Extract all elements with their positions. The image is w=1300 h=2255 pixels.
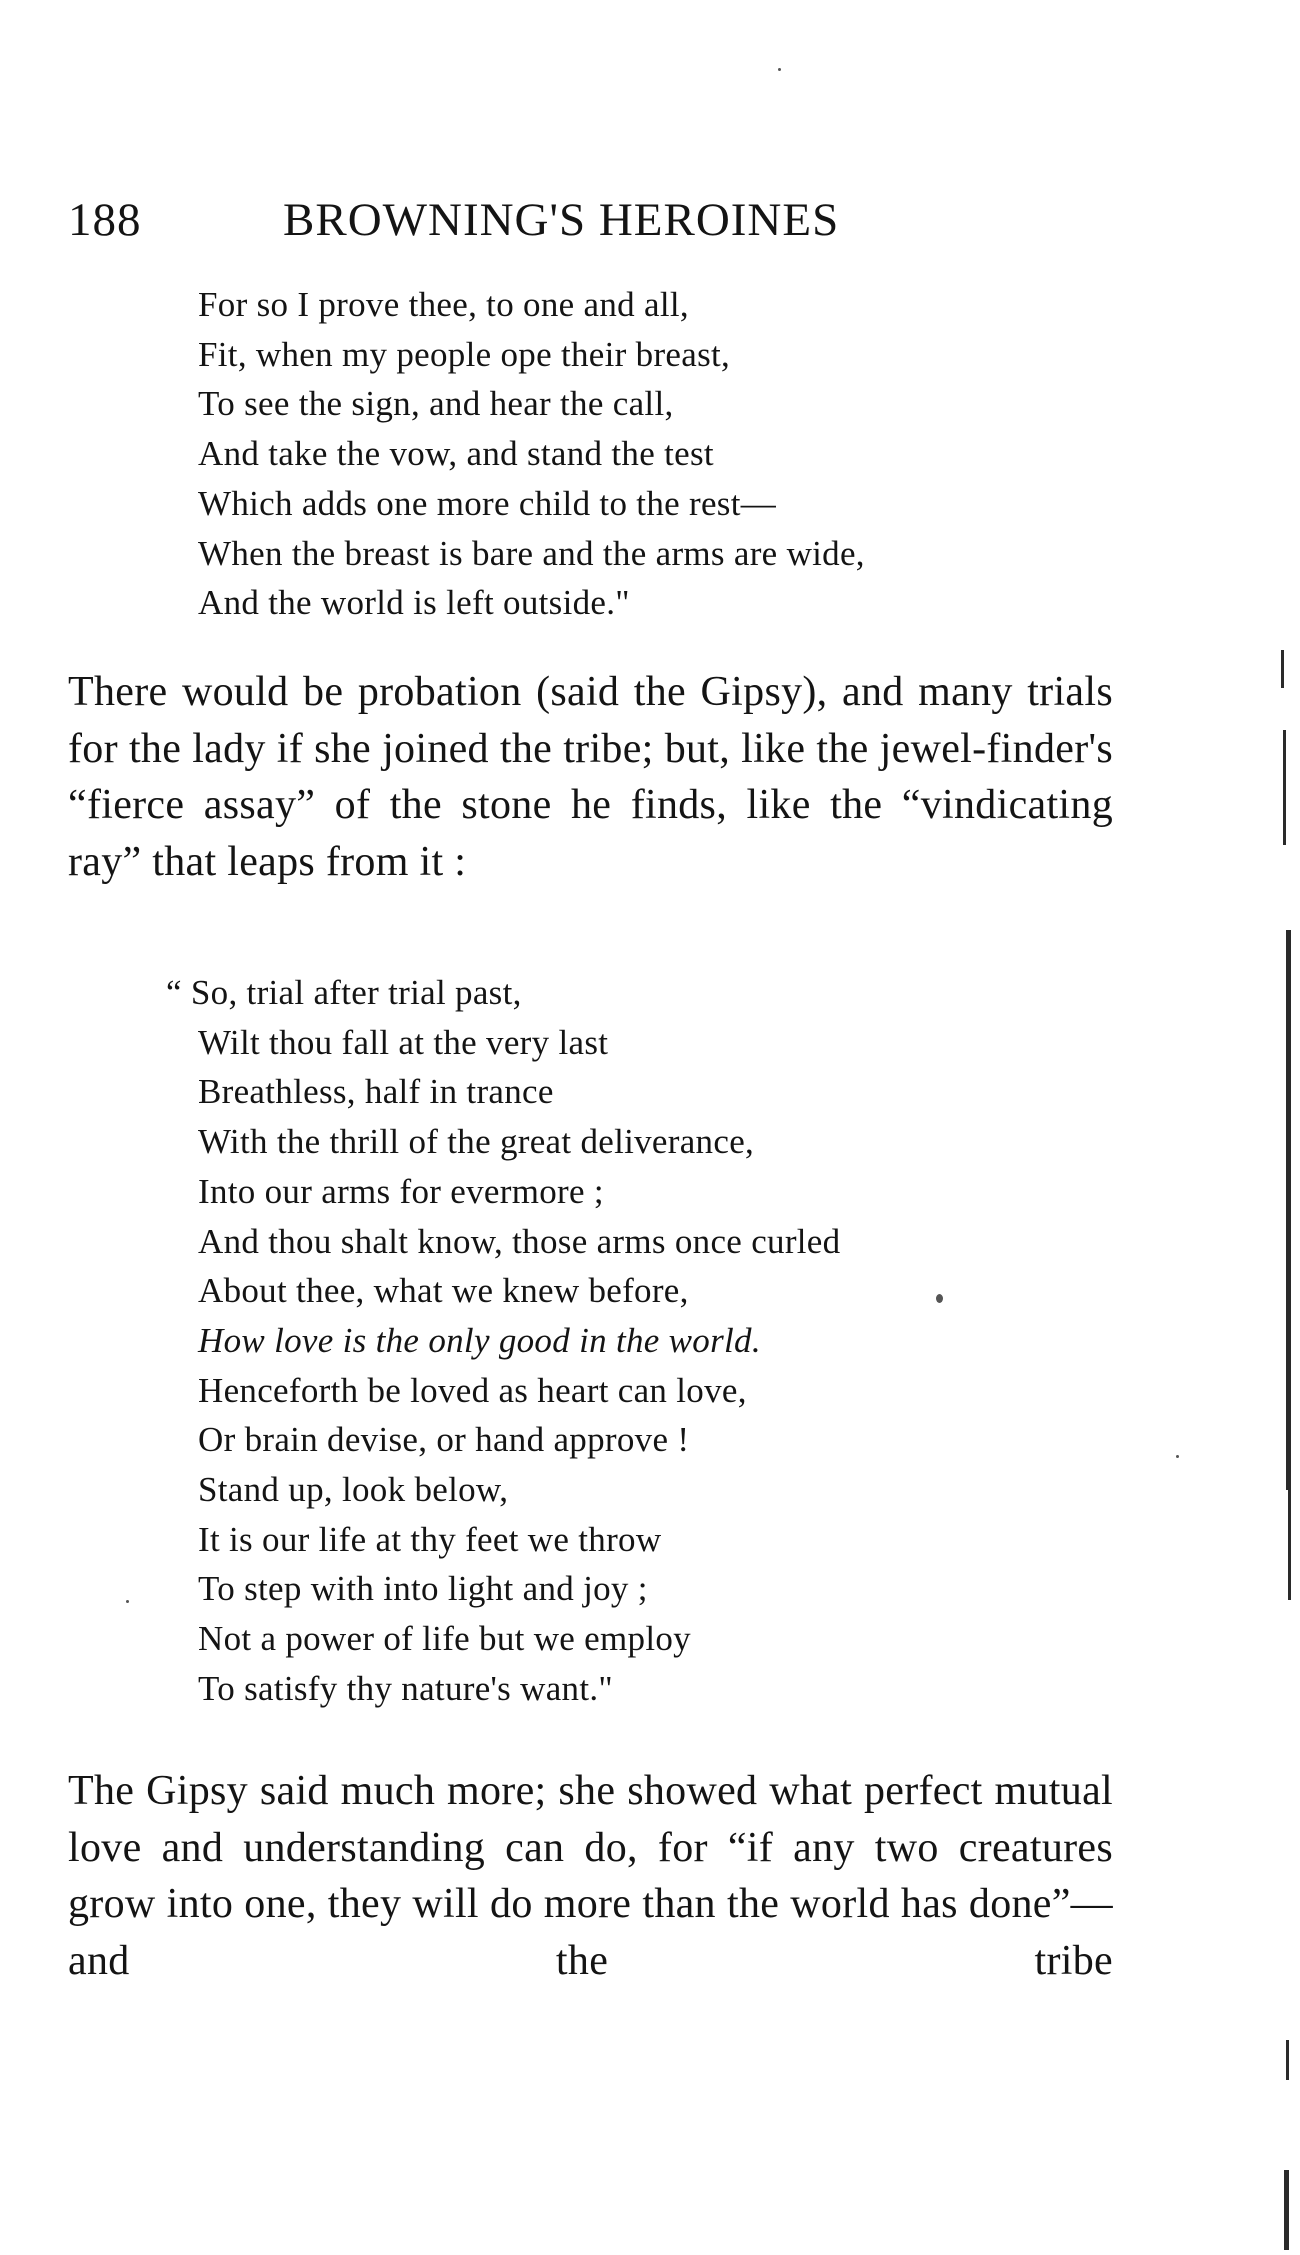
verse-stanza-2 [166, 968, 841, 1714]
verse-line-italic: How love is the only good in the world. [198, 1320, 761, 1360]
scan-speck [126, 1600, 129, 1603]
verse-line: And the world is left outside." [198, 583, 630, 623]
verse-line: Which adds one more child to the rest— [198, 483, 777, 523]
verse-line: Stand up, look below, [198, 1470, 509, 1510]
running-head [68, 190, 1118, 250]
verse-line: To see the sign, and hear the call, [198, 384, 674, 424]
scan-speck [1176, 1455, 1179, 1458]
running-title: BROWNING'S HEROINES [283, 194, 840, 246]
verse-line: Henceforth be loved as heart can love, [198, 1370, 747, 1410]
verse-line: For so I prove thee, to one and all, [198, 285, 689, 324]
scan-speck [936, 1294, 943, 1303]
verse-line: “ So, trial after trial past, [166, 973, 522, 1012]
prose-paragraph-2: The Gipsy said much more; she showed what perfect mutual love and understanding can do, for “if any two creatures grow into one, they will do more than the world has done”—and the tribe [68, 1768, 1113, 1984]
verse-line: Fit, when my people ope their breast, [198, 334, 731, 374]
page-number: 188 [68, 194, 142, 246]
verse-line: With the thrill of the great deliverance, [198, 1122, 755, 1162]
scan-edge-mark [1286, 930, 1291, 1490]
verse-line: To step with into light and joy ; [198, 1569, 648, 1609]
verse-line: Or brain devise, or hand approve ! [198, 1420, 690, 1460]
verse-line: Breathless, half in trance [198, 1072, 554, 1112]
verse-line: Wilt thou fall at the very last [198, 1022, 609, 1062]
prose-paragraph-1: There would be probation (said the Gipsy), and many trials for the lady if she joined the tribe; but, like the jewel-finder's “fierce assay” of the stone he finds, like the “vindicating ray” that leaps from it : [68, 669, 1113, 885]
verse-line: And thou shalt know, those arms once curled [198, 1221, 841, 1261]
scan-speck [778, 68, 781, 71]
verse-line: It is our life at thy feet we throw [198, 1519, 662, 1559]
scan-edge-mark [1283, 730, 1286, 845]
verse-line: And take the vow, and stand the test [198, 434, 714, 474]
scan-edge-mark [1284, 2170, 1289, 2250]
verse-line: When the breast is bare and the arms are wide, [198, 533, 865, 573]
scan-edge-mark [1281, 650, 1284, 688]
scan-edge-mark [1288, 1490, 1291, 1600]
verse-line: Into our arms for evermore ; [198, 1171, 604, 1211]
verse-line: To satisfy thy nature's want." [198, 1668, 613, 1708]
verse-line: Not a power of life but we employ [198, 1619, 691, 1659]
verse-stanza-1 [198, 280, 865, 628]
scan-edge-mark [1286, 2040, 1289, 2080]
verse-line: About thee, what we knew before, [198, 1271, 689, 1311]
